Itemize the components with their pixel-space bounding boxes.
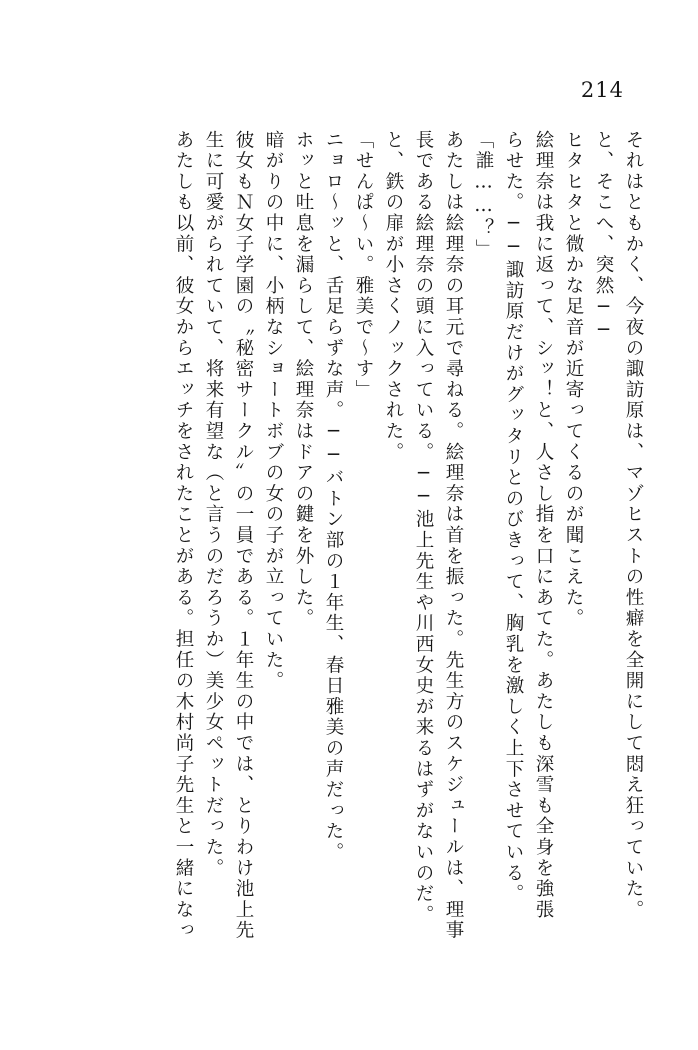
text-line: あたしも以前、彼女からエッチをされたことがある。担任の木村尚子先生と一緒になっ [173, 130, 194, 942]
text-line: ホッと吐息を漏らして、絵理奈はドアの鍵を外した。 [293, 130, 314, 630]
text-line: 「誰……？」 [473, 130, 494, 260]
text-line: ヒタヒタと微かな足音が近寄ってくるのが聞こえた。 [563, 130, 584, 630]
text-line: ニョロ〜ッと、舌足らずな声。──バトン部の１年生、春日雅美の声だった。 [323, 130, 344, 863]
text-line: 生に可愛がられていて、将来有望な（と言うのだろうか）美少女ペットだった。 [203, 130, 224, 879]
text-line: 彼女もＮ女子学園の〝秘密サークル〟の一員である。１年生の中では、とりわけ池上先 [233, 130, 254, 942]
text-line: 長である絵理奈の頭に入っている。──池上先生や川西女史が来るはずがないのだ。 [413, 130, 434, 926]
page-number: 214 [580, 78, 624, 102]
text-line: と、そこへ、突然── [593, 130, 614, 343]
text-line: 絵理奈は我に返って、シッ！と、人さし指を口にあてた。あたしも深雪も全身を強張 [533, 130, 554, 921]
text-line: らせた。──諏訪原だけがグッタリとのびきって、胸乳を激しく上下させている。 [503, 130, 524, 905]
text-line: 「せんぱ〜い。雅美で〜す」 [353, 130, 374, 401]
text-line: それはともかく、今夜の諏訪原は、マゾヒストの性癖を全開にして悶え狂っていた。 [623, 130, 644, 921]
text-line: 暗がりの中に、小柄なショートボブの女の子が立っていた。 [263, 130, 284, 692]
text-line: あたしは絵理奈の耳元で尋ねる。絵理奈は首を振った。先生方のスケジュールは、理事 [443, 130, 464, 942]
text-line: と、鉄の扉が小さくノックされた。 [383, 130, 404, 463]
vertical-body-text [52, 130, 642, 1020]
